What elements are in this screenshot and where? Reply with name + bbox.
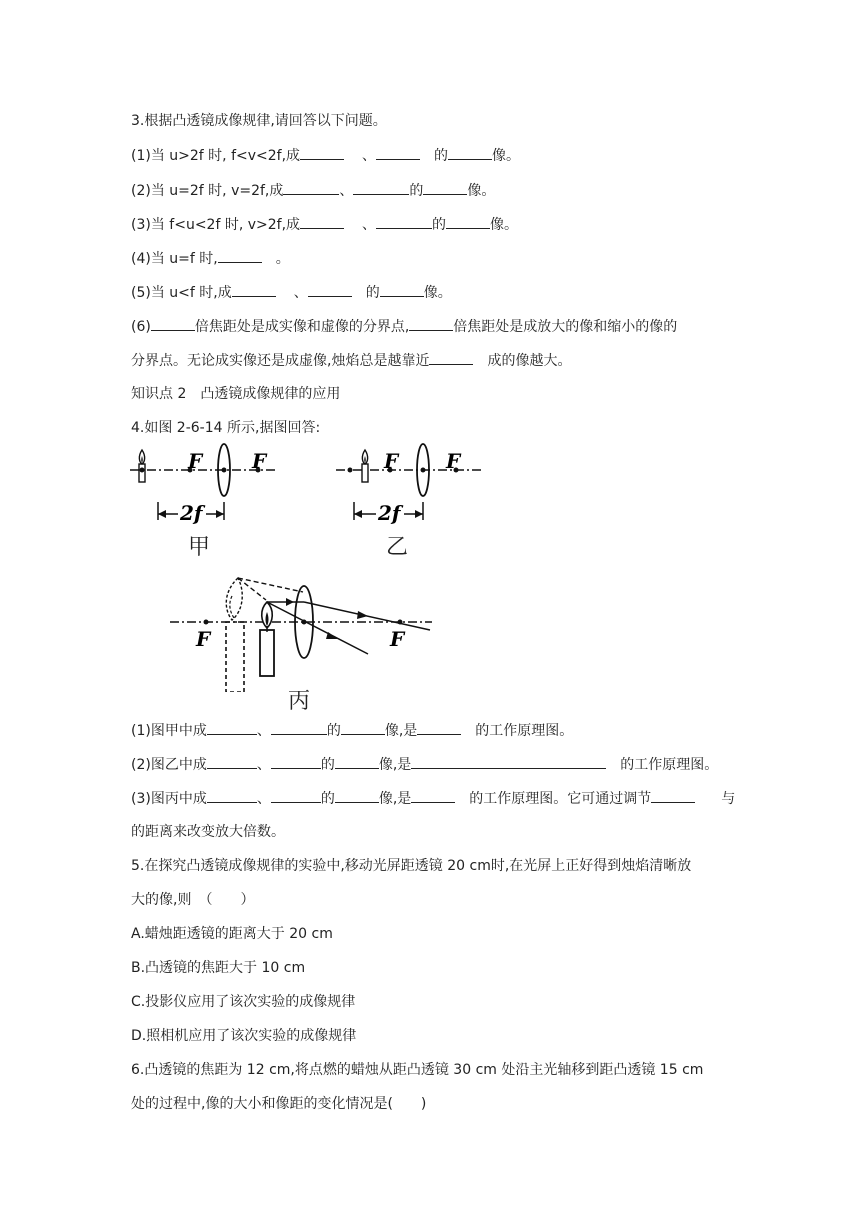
q3-item-5-text: (5)当 u<f 时,成 bbox=[131, 285, 232, 301]
answer-blank[interactable] bbox=[423, 180, 467, 195]
svg-text:F: F bbox=[446, 449, 461, 473]
answer-blank[interactable] bbox=[417, 720, 461, 735]
answer-blank[interactable] bbox=[300, 214, 344, 229]
q3-item-2: (2)当 u=2f 时, v=2f,成 、 的 像。 bbox=[131, 180, 495, 201]
answer-blank[interactable] bbox=[218, 248, 262, 263]
answer-blank[interactable] bbox=[429, 350, 473, 365]
answer-blank[interactable] bbox=[271, 788, 321, 803]
q3-item-4-text: (4)当 u=f 时, bbox=[131, 251, 218, 267]
answer-blank[interactable] bbox=[232, 282, 276, 297]
svg-text:F: F bbox=[252, 449, 267, 473]
svg-text:2f: 2f bbox=[180, 501, 203, 525]
answer-blank[interactable] bbox=[271, 754, 321, 769]
q3-item-5: (5)当 u<f 时,成 、 的 像。 bbox=[131, 282, 452, 303]
svg-text:2f: 2f bbox=[378, 501, 401, 525]
q6-line-1: 6.凸透镜的焦距为 12 cm,将点燃的蜡烛从距凸透镜 30 cm 处沿主光轴移到距凸透镜 15 cm bbox=[131, 1062, 704, 1078]
q4-item-3: (3)图丙中成 、 的 像,是 的工作原理图。它可通过调节 与 bbox=[131, 788, 735, 809]
q5-option-c[interactable]: C.投影仪应用了该次实验的成像规律 bbox=[131, 994, 356, 1010]
answer-blank[interactable] bbox=[207, 788, 257, 803]
answer-blank[interactable] bbox=[335, 754, 379, 769]
figure-jia bbox=[128, 436, 288, 560]
answer-blank[interactable] bbox=[380, 282, 424, 297]
caption-bing: 丙 bbox=[288, 689, 311, 714]
q5-option-b[interactable]: B.凸透镜的焦距大于 10 cm bbox=[131, 960, 306, 976]
answer-blank[interactable] bbox=[411, 788, 455, 803]
q4-item-2: (2)图乙中成 、 的 像,是 的工作原理图。 bbox=[131, 754, 718, 775]
figure-yi bbox=[334, 436, 494, 560]
svg-text:F: F bbox=[188, 449, 203, 473]
answer-blank[interactable] bbox=[300, 145, 344, 160]
answer-blank[interactable] bbox=[271, 720, 327, 735]
svg-text:F: F bbox=[390, 627, 405, 651]
answer-blank[interactable] bbox=[376, 145, 420, 160]
q6-line-2: 处的过程中,像的大小和像距的变化情况是( ) bbox=[131, 1096, 427, 1112]
svg-text:F: F bbox=[196, 627, 211, 651]
q3-item-6: (6) 倍焦距处是成实像和虚像的分界点, 倍焦距处是成放大的像和缩小的像的 bbox=[131, 316, 677, 337]
answer-blank[interactable] bbox=[207, 754, 257, 769]
q3-item-1: (1)当 u>2f 时, f<v<2f,成 、 的 像。 bbox=[131, 145, 520, 166]
answer-blank[interactable] bbox=[446, 214, 490, 229]
q3-item-3: (3)当 f<u<2f 时, v>2f,成 、 的 像。 bbox=[131, 214, 518, 235]
answer-blank[interactable] bbox=[411, 754, 606, 769]
answer-blank[interactable] bbox=[409, 316, 453, 331]
q5-option-a[interactable]: A.蜡烛距透镜的距离大于 20 cm bbox=[131, 926, 333, 942]
answer-blank[interactable] bbox=[353, 180, 409, 195]
answer-blank[interactable] bbox=[448, 145, 492, 160]
answer-blank[interactable] bbox=[283, 180, 339, 195]
q4-item-1: (1)图甲中成 、 的 像,是 的工作原理图。 bbox=[131, 720, 573, 741]
section-heading: 知识点 2 凸透镜成像规律的应用 bbox=[131, 386, 341, 402]
q5-option-d[interactable]: D.照相机应用了该次实验的成像规律 bbox=[131, 1028, 357, 1044]
q3-item-1-text: (1)当 u>2f 时, f<v<2f,成 bbox=[131, 148, 301, 164]
caption-jia: 甲 bbox=[188, 535, 211, 560]
answer-blank[interactable] bbox=[651, 788, 695, 803]
figure-bing bbox=[168, 572, 444, 718]
q5-line-1: 5.在探究凸透镜成像规律的实验中,移动光屏距透镜 20 cm时,在光屏上正好得到烛焰清晰放 bbox=[131, 858, 692, 874]
answer-blank[interactable] bbox=[335, 788, 379, 803]
answer-blank[interactable] bbox=[341, 720, 385, 735]
caption-yi: 乙 bbox=[386, 535, 409, 560]
q3-item-2-text: (2)当 u=2f 时, v=2f,成 bbox=[131, 183, 284, 199]
svg-text:F: F bbox=[384, 449, 399, 473]
q3-item-3-text: (3)当 f<u<2f 时, v>2f,成 bbox=[131, 217, 301, 233]
answer-blank[interactable] bbox=[376, 214, 432, 229]
answer-blank[interactable] bbox=[207, 720, 257, 735]
q3-title: 3.根据凸透镜成像规律,请回答以下问题。 bbox=[131, 113, 387, 129]
answer-blank[interactable] bbox=[151, 316, 195, 331]
q5-line-2: 大的像,则 （ ） bbox=[131, 892, 255, 908]
q4-title: 4.如图 2-6-14 所示,据图回答: bbox=[131, 420, 321, 436]
q3-item-4: (4)当 u=f 时, 。 bbox=[131, 248, 290, 269]
q4-item-3-cont: 的距离来改变放大倍数。 bbox=[131, 824, 285, 840]
answer-blank[interactable] bbox=[308, 282, 352, 297]
q3-item-6-cont: 分界点。无论成实像还是成虚像,烛焰总是越靠近 成的像越大。 bbox=[131, 350, 571, 371]
